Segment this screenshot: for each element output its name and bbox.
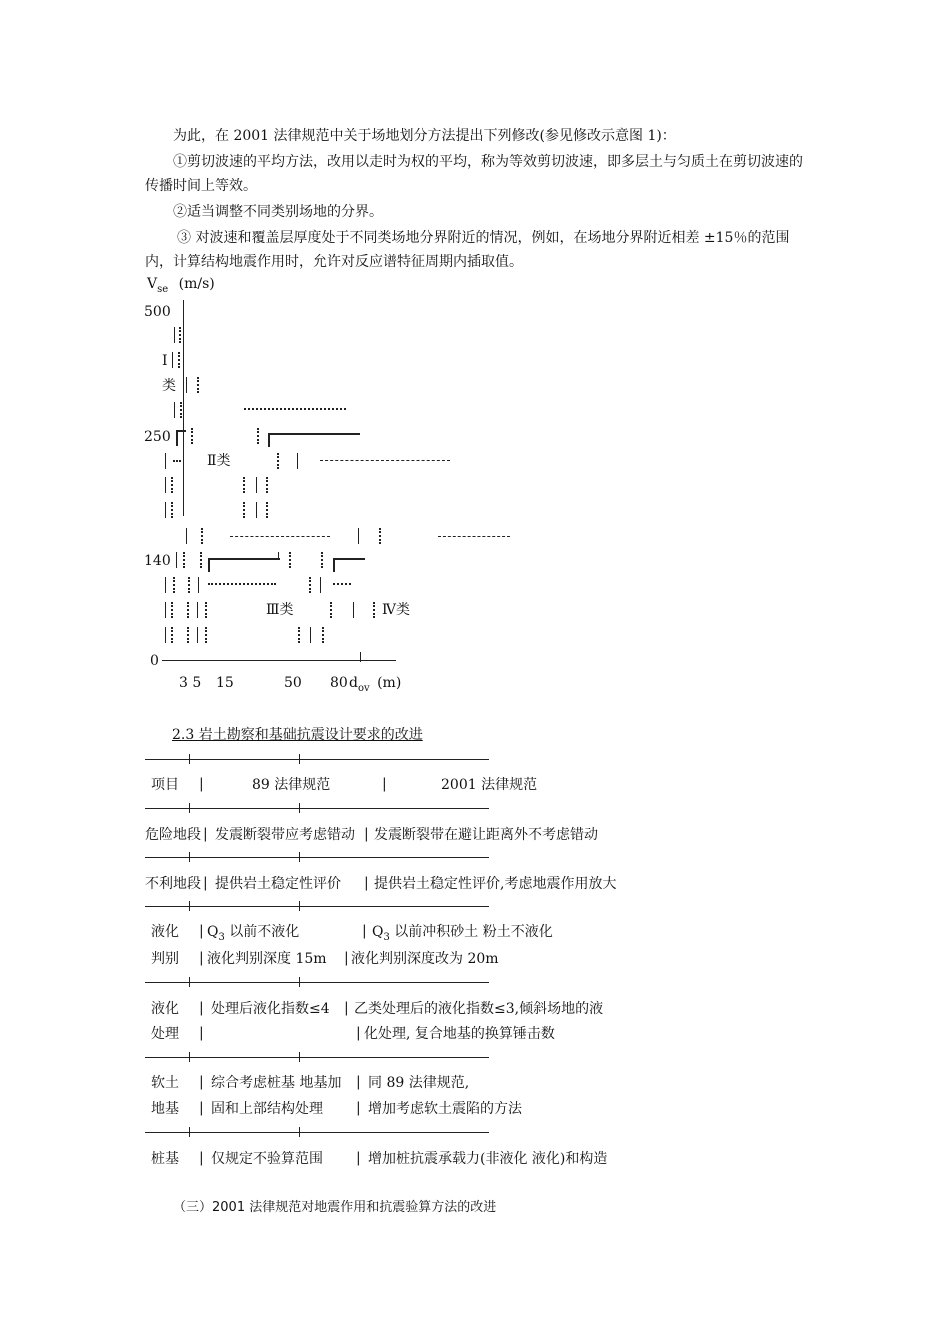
table-cell (372, 925, 553, 943)
table-cell: 液化判别深度改为 20m (351, 951, 499, 967)
column-mark (256, 477, 257, 493)
table-rule-tick (189, 754, 190, 764)
table-rule-tick (189, 852, 190, 862)
section-title: 2.3 岩土勘察和基础抗震设计要求的改进 (172, 727, 423, 743)
y-tick-500: 500 (144, 304, 171, 320)
x-axis-tick (360, 652, 361, 662)
table-rule-tick (299, 901, 300, 911)
table-rule-tick (299, 1052, 300, 1062)
y-tick-250: 250 (144, 429, 171, 445)
column-mark (298, 627, 300, 643)
x-tick-15: 15 (216, 675, 234, 691)
section-three-heading: （三）2001 法律规范对地震作用和抗震验算方法的改进 (173, 1200, 497, 1215)
column-divider: | (356, 1100, 361, 1116)
x-tick-80: 80 (330, 675, 348, 691)
table-cell: 提供岩土稳定性评价 (215, 876, 341, 892)
x-axis-unit: (m) (377, 675, 402, 691)
column-mark (165, 502, 166, 518)
column-mark (256, 502, 257, 518)
column-mark (176, 552, 177, 568)
column-divider: | (364, 826, 369, 842)
column-mark (187, 602, 189, 618)
header-item: 项目 (151, 777, 179, 793)
paragraph-intro: 为此，在 2001 法律规范中关于场地划分方法提出下列修改(参见修改示意图 1)： (173, 128, 676, 144)
table-cell: 提供岩土稳定性评价,考虑地震作用放大 (374, 876, 617, 892)
column-mark (379, 528, 381, 544)
table-cell (207, 925, 299, 943)
table-row: 判别 (151, 951, 179, 967)
q-subscript: 3 (218, 932, 225, 943)
column-divider: | (364, 875, 369, 891)
boundary-dashed-line (320, 460, 450, 461)
table-rule-tick (299, 754, 300, 764)
x-tick-50: 50 (284, 675, 302, 691)
column-mark (373, 602, 375, 618)
column-mark (197, 602, 198, 618)
y-tick-140: 140 (144, 553, 171, 569)
column-mark (297, 453, 298, 469)
column-mark (174, 402, 175, 418)
column-mark (330, 602, 332, 618)
column-mark (186, 528, 187, 544)
boundary-dotted-line (333, 583, 351, 585)
table-row: 桩基 (151, 1151, 179, 1167)
table-rule-tick (299, 803, 300, 813)
table-cell: 化处理, 复合地基的换算锤击数 (364, 1026, 555, 1042)
table-cell: 仅规定不验算范围 (211, 1151, 323, 1167)
column-mark (289, 552, 291, 568)
column-mark (180, 402, 182, 418)
column-mark (321, 552, 323, 568)
class-IV-boundary-line (333, 558, 365, 572)
table-rule-tick (189, 803, 190, 813)
q-subscript: 3 (383, 932, 390, 943)
boundary-dashed-line (230, 536, 330, 537)
column-mark (165, 477, 166, 493)
cell-text: 以前不液化 (224, 924, 300, 940)
column-mark (277, 453, 279, 469)
column-mark (200, 552, 202, 568)
boundary-corner (176, 430, 186, 446)
boundary-end-tick (278, 552, 279, 560)
y-axis-unit: (m/s) (178, 276, 215, 292)
column-divider: | (356, 1074, 361, 1090)
table-rule-tick (299, 852, 300, 862)
table-cell: 综合考虑桩基 地基加 (211, 1075, 342, 1091)
q-symbol: Q (372, 924, 384, 940)
column-divider: | (199, 950, 204, 966)
table-rule-tick (189, 1052, 190, 1062)
column-mark (205, 602, 207, 618)
table-cell: 处理后液化指数≤4 (211, 1001, 330, 1017)
table-rule (145, 1057, 489, 1058)
column-mark (187, 627, 189, 643)
column-divider: | (199, 1025, 204, 1041)
column-mark (201, 528, 203, 544)
y-axis-subscript: se (157, 284, 169, 295)
table-rule (145, 982, 489, 983)
column-mark (188, 577, 190, 593)
column-divider: | (199, 776, 204, 792)
table-rule-tick (189, 1127, 190, 1137)
boundary-dotted-line (244, 408, 346, 410)
class-III-label: Ⅲ类 (266, 602, 294, 618)
table-cell: 固和上部结构处理 (211, 1101, 323, 1117)
table-cell: 增加考虑软土震陷的方法 (368, 1101, 522, 1117)
paragraph-item-2: ②适当调整不同类别场地的分界。 (173, 204, 383, 220)
x-tick-3-5: 3 5 (179, 675, 202, 691)
column-mark (178, 352, 180, 368)
column-mark (165, 453, 166, 469)
class-IV-label: Ⅳ类 (382, 602, 410, 618)
paragraph-item-1: ①剪切波速的平均方法，改用以走时为权的平均，称为等效剪切波速，即多层土与匀质土在剪切波速的传播时间上等效。 (145, 154, 803, 194)
column-mark (257, 428, 259, 444)
column-divider: | (199, 923, 204, 939)
table-cell: 发震断裂带应考虑错动 (215, 827, 355, 843)
y-axis-label (147, 277, 215, 295)
column-divider: | (362, 923, 367, 939)
column-mark (197, 627, 198, 643)
column-mark (174, 327, 175, 343)
table-cell: 发震断裂带在避让距离外不考虑错动 (374, 827, 598, 843)
table-row: 危险地段 (145, 827, 201, 843)
class-I-label-char: 类 (162, 378, 176, 394)
column-mark (171, 602, 173, 618)
table-rule-tick (299, 1127, 300, 1137)
table-cell: 增加桩抗震承载力(非液化 液化)和构造 (368, 1151, 608, 1167)
column-divider: | (203, 875, 208, 891)
y-tick-0: 0 (150, 653, 159, 669)
column-mark (165, 627, 166, 643)
table-row: 地基 (151, 1101, 179, 1117)
column-divider: | (199, 1150, 204, 1166)
table-row: 不利地段 (145, 876, 201, 892)
column-mark (243, 502, 245, 518)
column-mark (173, 460, 181, 462)
class-II-label: Ⅱ类 (207, 453, 231, 469)
table-row: 处理 (151, 1026, 179, 1042)
table-rule (145, 808, 489, 809)
class-II-boundary-line (268, 433, 360, 447)
column-mark (198, 577, 199, 593)
boundary-dashed-line (438, 536, 510, 537)
x-axis-symbol: d (349, 675, 358, 691)
column-mark (310, 627, 311, 643)
column-mark (186, 377, 187, 393)
column-mark (320, 577, 321, 593)
q-symbol: Q (207, 924, 219, 940)
column-mark (165, 577, 166, 593)
column-divider: | (199, 1074, 204, 1090)
column-mark (353, 602, 354, 618)
column-divider: | (344, 950, 349, 966)
column-mark (322, 627, 324, 643)
column-mark (171, 477, 173, 493)
y-axis-symbol: V (147, 276, 158, 292)
column-mark (309, 577, 311, 593)
header-89: 89 法律规范 (252, 777, 331, 793)
table-row: 软土 (151, 1075, 179, 1091)
column-divider: | (356, 1025, 361, 1041)
column-mark (266, 502, 268, 518)
cell-text: 以前冲积砂土 粉土不液化 (389, 924, 553, 940)
table-row: 液化 (151, 924, 179, 940)
column-mark (179, 327, 181, 343)
column-divider: | (344, 1000, 349, 1016)
column-mark (183, 552, 185, 568)
table-rule-tick (189, 977, 190, 987)
column-divider: | (199, 1000, 204, 1016)
table-rule (145, 1132, 489, 1133)
paragraph-item-3: ③ 对波速和覆盖层厚度处于不同类场地分界附近的情况，例如，在场地分界附近相差 ±15％的范围内，计算结构地震作用时，允许对反应谱特征周期内插取值。 (145, 230, 790, 270)
column-divider: | (356, 1150, 361, 1166)
column-mark (358, 528, 359, 544)
table-rule (145, 759, 489, 760)
class-III-boundary-line (208, 558, 280, 572)
column-mark (172, 352, 173, 368)
column-mark (243, 477, 245, 493)
column-divider: | (382, 776, 387, 792)
column-mark (171, 627, 173, 643)
table-rule (145, 857, 489, 858)
column-mark (197, 377, 199, 393)
column-divider: | (199, 1100, 204, 1116)
column-mark (173, 577, 175, 593)
table-cell: 同 89 法律规范, (368, 1075, 470, 1091)
class-I-boundary-line (183, 300, 184, 516)
table-rule (145, 906, 489, 907)
column-mark (266, 477, 268, 493)
header-2001: 2001 法律规范 (441, 777, 538, 793)
column-divider: | (203, 826, 208, 842)
x-axis-subscript: ov (357, 683, 370, 694)
boundary-dotted-line (208, 583, 276, 585)
x-axis-label (349, 676, 401, 694)
table-rule-tick (299, 977, 300, 987)
class-I-label-roman: I (162, 353, 168, 369)
table-rule-tick (189, 901, 190, 911)
table-row: 液化 (151, 1001, 179, 1017)
table-cell: 乙类处理后的液化指数≤3,倾斜场地的液 (354, 1001, 604, 1017)
column-mark (171, 502, 173, 518)
column-mark (205, 627, 207, 643)
column-mark (165, 602, 166, 618)
column-mark (191, 428, 193, 444)
table-cell: 液化判别深度 15m (207, 951, 327, 967)
